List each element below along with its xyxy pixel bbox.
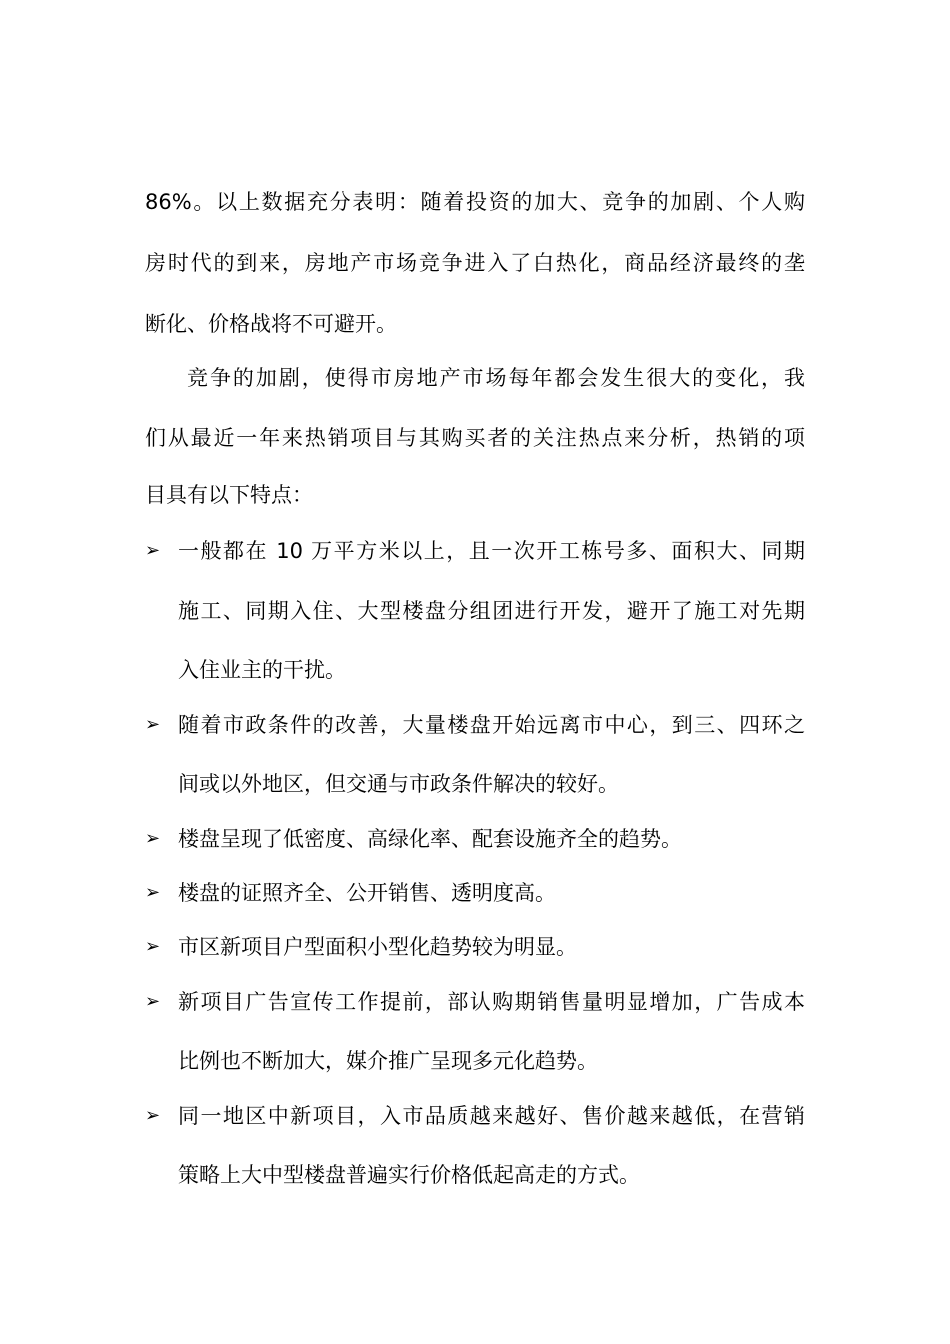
paragraph-line: 86%。以上数据充分表明：随着投资的加大、竞争的加剧、个人购 <box>145 190 805 214</box>
list-item-line: 间或以外地区，但交通与市政条件解决的较好。 <box>178 772 619 796</box>
arrowhead-bullet-icon: ➢ <box>145 1105 161 1126</box>
list-item-line: 入住业主的干扰。 <box>178 658 346 682</box>
list-item-line: 同一地区中新项目，入市品质越来越好、售价越来越低，在营销 <box>178 1104 805 1128</box>
paragraph-line: 们从最近一年来热销项目与其购买者的关注热点来分析，热销的项 <box>145 426 805 450</box>
paragraph-line: 断化、价格战将不可避开。 <box>145 312 397 336</box>
list-item-line: 新项目广告宣传工作提前，部认购期销售量明显增加，广告成本 <box>178 990 805 1014</box>
arrowhead-bullet-icon: ➢ <box>145 882 161 903</box>
paragraph-line: 目具有以下特点： <box>145 483 313 507</box>
list-item-line: 楼盘呈现了低密度、高绿化率、配套设施齐全的趋势。 <box>178 827 682 851</box>
paragraph-line: 竞争的加剧，使得市房地产市场每年都会发生很大的变化，我 <box>187 366 805 390</box>
list-item-line: 楼盘的证照齐全、公开销售、透明度高。 <box>178 881 556 905</box>
list-item-line: 比例也不断加大，媒介推广呈现多元化趋势。 <box>178 1049 598 1073</box>
list-item-line: 市区新项目户型面积小型化趋势较为明显。 <box>178 935 577 959</box>
arrowhead-bullet-icon: ➢ <box>145 991 161 1012</box>
list-item-line: 施工、同期入住、大型楼盘分组团进行开发，避开了施工对先期 <box>178 599 805 623</box>
list-item-line: 一般都在 10 万平方米以上，且一次开工栋号多、面积大、同期 <box>178 539 805 563</box>
paragraph-line: 房时代的到来，房地产市场竞争进入了白热化，商品经济最终的垄 <box>145 251 805 275</box>
arrowhead-bullet-icon: ➢ <box>145 936 161 957</box>
arrowhead-bullet-icon: ➢ <box>145 714 161 735</box>
list-item-line: 策略上大中型楼盘普遍实行价格低起高走的方式。 <box>178 1163 640 1187</box>
arrowhead-bullet-icon: ➢ <box>145 540 161 561</box>
list-item-line: 随着市政条件的改善，大量楼盘开始远离市中心，到三、四环之 <box>178 713 805 737</box>
arrowhead-bullet-icon: ➢ <box>145 828 161 849</box>
